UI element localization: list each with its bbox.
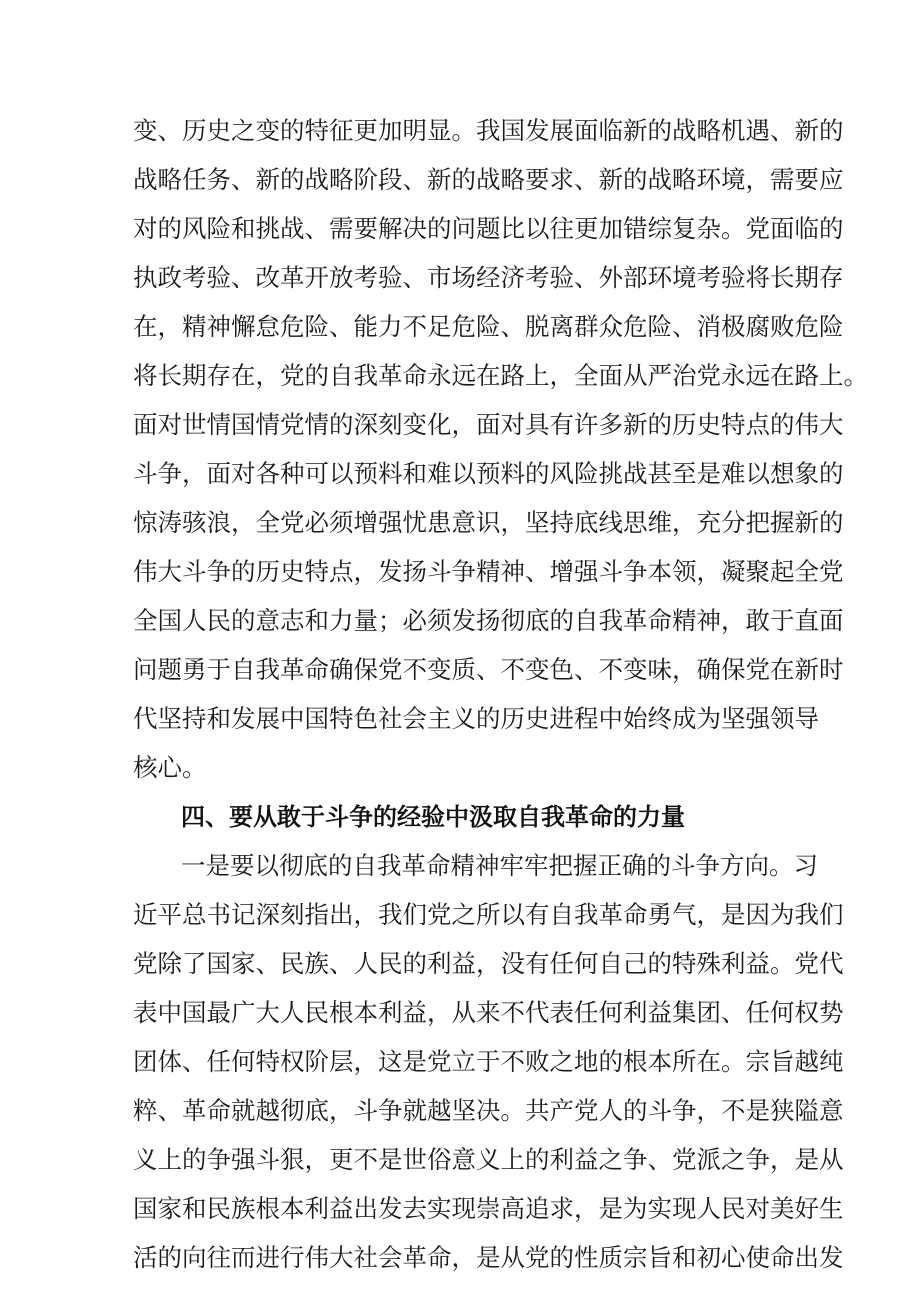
paragraph-1-line-13: 代坚持和发展中国特色社会主义的历史进程中始终成为坚强领导: [133, 704, 819, 733]
paragraph-1-line-1: 变、历史之变的特征更加明显。我国发展面临新的战略机遇、新的: [133, 116, 844, 145]
paragraph-1-line-4: 执政考验、改革开放考验、市场经济考验、外部环境考验将长期存: [133, 263, 844, 292]
paragraph-1-line-11: 全国人民的意志和力量；必须发扬彻底的自我革命精神，敢于直面: [133, 606, 844, 635]
paragraph-1-line-14: 核心。: [133, 753, 207, 782]
paragraph-1-line-12: 问题勇于自我革命确保党不变质、不变色、不变味，确保党在新时: [133, 655, 844, 684]
section-heading: 四、要从敢于斗争的经验中汲取自我革命的力量: [181, 803, 685, 831]
paragraph-2-line-3: 党除了国家、民族、人民的利益，没有任何自己的特殊利益。党代: [133, 949, 844, 978]
paragraph-2-line-4: 表中国最广大人民根本利益，从来不代表任何利益集团、任何权势: [133, 998, 844, 1027]
paragraph-2-line-6: 粹、革命就越彻底，斗争就越坚决。共产党人的斗争，不是狭隘意: [133, 1096, 844, 1125]
paragraph-1-line-10: 伟大斗争的历史特点，发扬斗争精神、增强斗争本领，凝聚起全党: [133, 557, 844, 586]
paragraph-2-line-2: 近平总书记深刻指出，我们党之所以有自我革命勇气，是因为我们: [133, 900, 844, 929]
paragraph-2-line-9: 活的向往而进行伟大社会革命，是从党的性质宗旨和初心使命出发: [133, 1243, 844, 1272]
paragraph-2-line-1: 一是要以彻底的自我革命精神牢牢把握正确的斗争方向。习: [181, 851, 818, 880]
paragraph-1-line-3: 对的风险和挑战、需要解决的问题比以往更加错综复杂。党面临的: [133, 214, 844, 243]
paragraph-2-line-7: 义上的争强斗狠，更不是世俗意义上的利益之争、党派之争，是从: [133, 1145, 844, 1174]
paragraph-1-line-8: 斗争，面对各种可以预料和难以预料的风险挑战甚至是难以想象的: [133, 459, 844, 488]
paragraph-1-line-7: 面对世情国情党情的深刻变化，面对具有许多新的历史特点的伟大: [133, 410, 844, 439]
paragraph-1-line-2: 战略任务、新的战略阶段、新的战略要求、新的战略环境，需要应: [133, 165, 844, 194]
paragraph-2-line-8: 国家和民族根本利益出发去实现崇高追求，是为实现人民对美好生: [133, 1194, 844, 1223]
paragraph-2-line-5: 团体、任何特权阶层，这是党立于不败之地的根本所在。宗旨越纯: [133, 1047, 844, 1076]
paragraph-1-line-9: 惊涛骇浪，全党必须增强忧患意识，坚持底线思维，充分把握新的: [133, 508, 844, 537]
paragraph-1-line-6: 将长期存在，党的自我革命永远在路上，全面从严治党永远在路上。: [133, 361, 868, 390]
paragraph-1-line-5: 在，精神懈怠危险、能力不足危险、脱离群众危险、消极腐败危险: [133, 312, 844, 341]
